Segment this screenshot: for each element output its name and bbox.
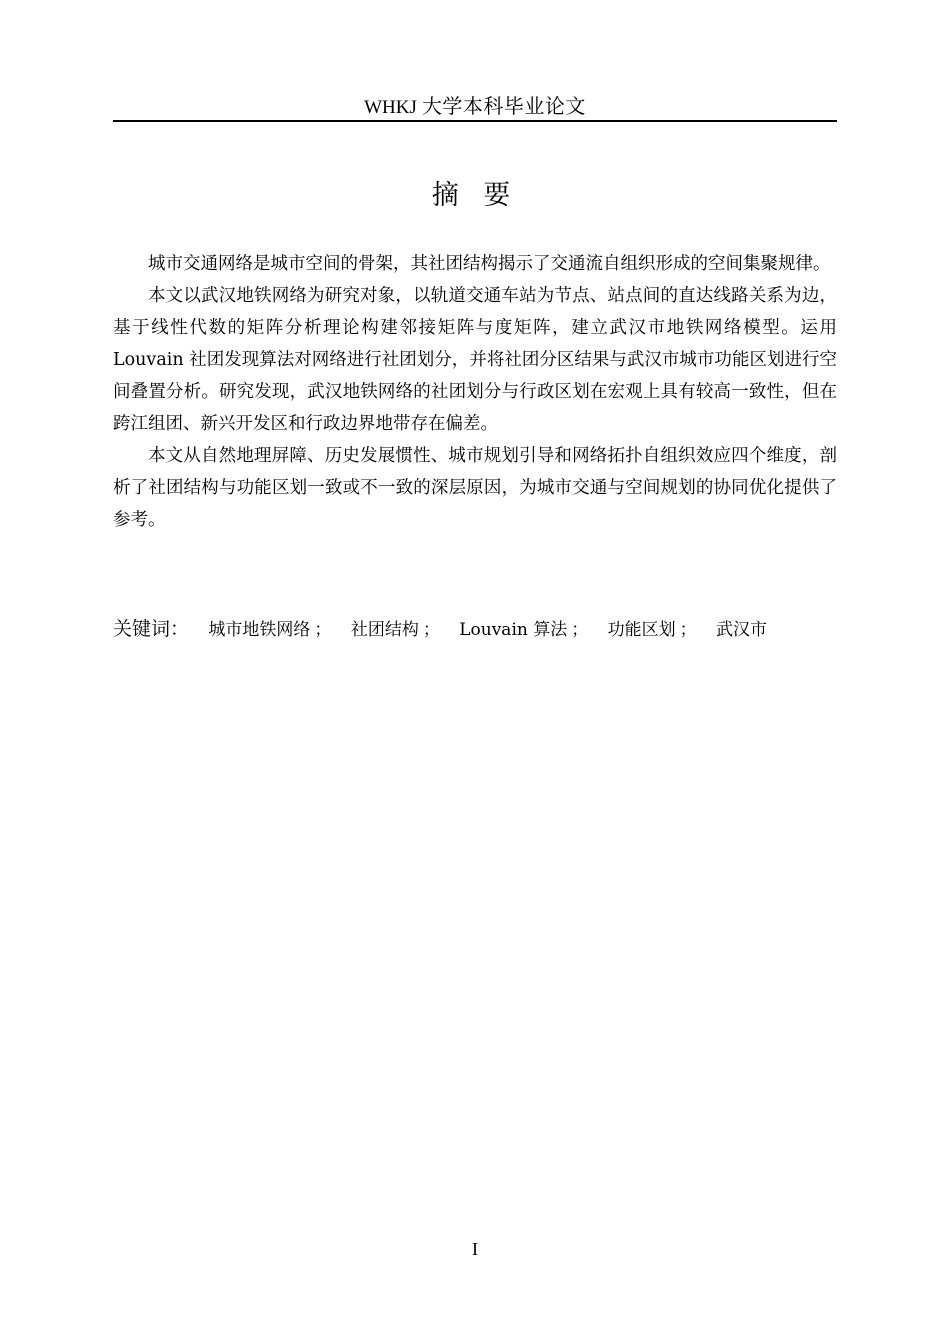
keyword-item: 城市地铁网络 xyxy=(208,620,311,640)
keywords-line xyxy=(113,614,837,645)
keyword-separator: ； xyxy=(571,620,589,640)
page-header xyxy=(113,92,837,122)
keyword-item: 社团结构 xyxy=(350,620,419,640)
abstract-paragraph: 本文以武汉地铁网络为研究对象，以轨道交通车站为节点、站点间的直达线路关系为边，基于线性代数的矩阵分析理论构建邻接矩阵与度矩阵，建立武汉市地铁网络模型。运用 Louvain 社团发现算法对网络进行社团划分，并将社团分区结果与武汉市城市功能区划进行空间叠置分析。研究发现，武汉地铁网络的社团划分与行政区划在宏观上具有较高一致性，但在跨江组团、新兴开发区和行政边界地带存在偏差。 xyxy=(113,286,837,434)
header-code: WHKJ xyxy=(364,97,417,118)
keyword-separator: ； xyxy=(679,620,697,640)
keyword-separator: ； xyxy=(314,620,332,640)
keyword-separator: ； xyxy=(422,620,440,640)
abstract-body xyxy=(113,248,837,536)
keywords-label: 关键词： xyxy=(113,618,190,640)
keyword-item: Louvain 算法 xyxy=(459,620,568,640)
keyword-item: 武汉市 xyxy=(716,620,768,640)
page-number: I xyxy=(472,1239,478,1259)
abstract-paragraph: 本文从自然地理屏障、历史发展惯性、城市规划引导和网络拓扑自组织效应四个维度，剖析了社团结构与功能区划一致或不一致的深层原因，为城市交通与空间规划的协同优化提供了参考。 xyxy=(113,446,837,530)
abstract-paragraph: 城市交通网络是城市空间的骨架，其社团结构揭示了交通流自组织形成的空间集聚规律。 xyxy=(148,254,831,274)
header-title: 大学本科毕业论文 xyxy=(421,94,586,118)
keyword-item: 功能区划 xyxy=(607,620,676,640)
abstract-title: 摘 要 xyxy=(431,180,519,211)
